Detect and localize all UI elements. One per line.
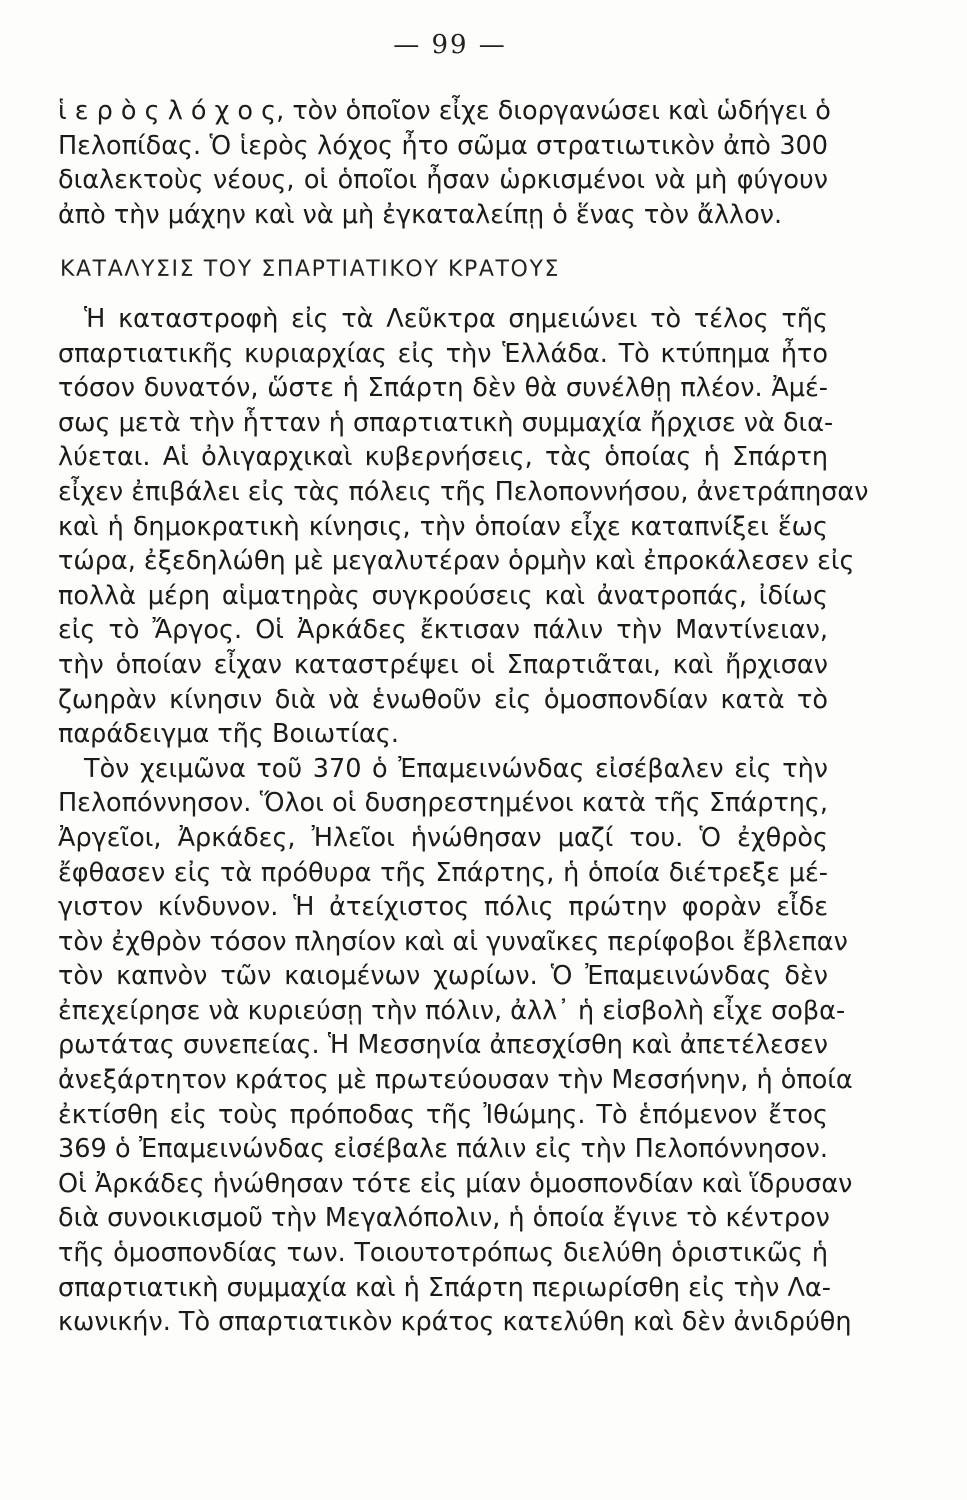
- section-heading: ΚΑΤΑΛΥΣΙΣ ΤΟΥ ΣΠΑΡΤΙΑΤΙΚΟΥ ΚΡΑΤΟΥΣ: [60, 257, 560, 282]
- main-text: [58, 302, 869, 1340]
- text-line: γιστον κίνδυνον. Ἡ ἀτείχιστος πόλις πρώτην φορὰν εἶδε: [58, 892, 828, 923]
- text-line: πολλὰ μέρη αἱματηρὰς συγκρούσεις καὶ ἀνατροπάς, ἰδίως: [58, 580, 828, 611]
- text-line: τώρα, ἐξεδηλώθη μὲ μεγαλυτέραν ὁρμὴν καὶ ἐπροκάλεσεν εἰς: [58, 546, 855, 577]
- intro-paragraph: [58, 94, 831, 232]
- text-line: τὸν καπνὸν τῶν καιομένων χωρίων. Ὁ Ἐπαμεινώνδας δὲν: [58, 961, 828, 992]
- paragraph-2: [58, 752, 853, 1340]
- text-line: τὸν ἐχθρὸν τόσον πλησίον καὶ αἱ γυναῖκες περίφοβοι ἔβλεπαν: [58, 926, 848, 957]
- text-line: κωνικήν. Τὸ σπαρτιατικὸν κράτος κατελύθη καὶ δὲν ἀνιδρύθη: [58, 1307, 852, 1338]
- text-line: σπαρτιατικὴ συμμαχία καὶ ἡ Σπάρτη περιωρίσθη εἰς τὴν Λα-: [58, 1272, 831, 1303]
- text-line: Ἀργεῖοι, Ἀρκάδες, Ἠλεῖοι ἡνώθησαν μαζί του. Ὁ ἐχθρὸς: [58, 822, 828, 853]
- text-line: διὰ συνοικισμοῦ τὴν Μεγαλόπολιν, ἡ ὁποία ἔγινε τὸ κέντρον: [58, 1203, 830, 1234]
- text-line: σπαρτιατικῆς κυριαρχίας εἰς τὴν Ἑλλάδα. Τὸ κτύπημα ἦτο: [58, 338, 828, 369]
- text-line: παράδειγμα τῆς Βοιωτίας.: [58, 719, 399, 750]
- text-line: ρωτάτας συνεπείας. Ἡ Μεσσηνία ἀπεσχίσθη καὶ ἀπετέλεσεν: [58, 1030, 828, 1061]
- text-line: λύεται. Αἱ ὀλιγαρχικαὶ κυβερνήσεις, τὰς ὁποίας ἡ Σπάρτη: [58, 442, 828, 473]
- text-line: ἀπὸ τὴν μάχην καὶ νὰ μὴ ἐγκαταλείπῃ ὁ ἕνας τὸν ἄλλον.: [58, 199, 783, 230]
- text-line: ἀνεξάρτητον κράτος μὲ πρωτεύουσαν τὴν Μεσσήνην, ἡ ὁποία: [58, 1065, 853, 1096]
- text-line: ἔφθασεν εἰς τὰ πρόθυρα τῆς Σπάρτης, ἡ ὁποία διέτρεξε μέ-: [58, 857, 828, 888]
- page-number: — 99 —: [393, 30, 507, 60]
- paragraph-1: [58, 302, 869, 752]
- text-line: εἶχεν ἐπιβάλει εἰς τὰς πόλεις τῆς Πελοποννήσου, ἀνετράπησαν: [58, 476, 869, 507]
- text-line: τόσον δυνατόν, ὥστε ἡ Σπάρτη δὲν θὰ συνέλθῃ πλέον. Ἀμέ-: [58, 373, 828, 404]
- text-line: ἱ ε ρ ὸ ς λ ό χ ο ς, τὸν ὁποῖον εἶχε διοργανώσει καὶ ὡδήγει ὁ: [58, 96, 831, 126]
- text-line: διαλεκτοὺς νέους, οἱ ὁποῖοι ἦσαν ὡρκισμένοι νὰ μὴ φύγουν: [58, 165, 828, 196]
- text-line: Πελοπόννησον. Ὅλοι οἱ δυσηρεστημένοι κατὰ τῆς Σπάρτης,: [58, 788, 828, 819]
- text-line: 369 ὁ Ἐπαμεινώνδας εἰσέβαλε πάλιν εἰς τὴν Πελοπόννησον.: [58, 1134, 828, 1165]
- text-line: καὶ ἡ δημοκρατικὴ κίνησις, τὴν ὁποίαν εἶχε καταπνίξει ἕως: [58, 511, 828, 542]
- text-line: Ἡ καταστροφὴ εἰς τὰ Λεῦκτρα σημειώνει τὸ τέλος τῆς: [84, 304, 828, 334]
- text-line: Τὸν χειμῶνα τοῦ 370 ὁ Ἐπαμεινώνδας εἰσέβαλεν εἰς τὴν: [84, 753, 828, 784]
- text-line: ζωηρὰν κίνησιν διὰ νὰ ἑνωθοῦν εἰς ὁμοσπονδίαν κατὰ τὸ: [58, 684, 828, 715]
- text-line: σως μετὰ τὴν ἧτταν ἡ σπαρτιατικὴ συμμαχία ἤρχισε νὰ δια-: [58, 407, 834, 438]
- text-line: Οἱ Ἀρκάδες ἡνώθησαν τότε εἰς μίαν ὁμοσπονδίαν καὶ ἵδρυσαν: [58, 1168, 853, 1199]
- text-line: τὴν ὁποίαν εἶχαν καταστρέψει οἱ Σπαρτιᾶται, καὶ ἤρχισαν: [58, 649, 828, 680]
- text-line: ἐκτίσθη εἰς τοὺς πρόποδας τῆς Ἰθώμης. Τὸ ἑπόμενον ἔτος: [58, 1099, 828, 1130]
- text-line: ἐπεχείρησε νὰ κυριεύσῃ τὴν πόλιν, ἀλλ᾽ ἡ εἰσβολὴ εἶχε σοβα-: [58, 995, 846, 1026]
- text-line: τῆς ὁμοσπονδίας των. Τοιουτοτρόπως διελύθη ὁριστικῶς ἡ: [58, 1238, 828, 1269]
- text-line: εἰς τὸ Ἄργος. Οἱ Ἀρκάδες ἔκτισαν πάλιν τὴν Μαντίνειαν,: [58, 615, 828, 646]
- text-line: Πελοπίδας. Ὁ ἱερὸς λόχος ἦτο σῶμα στρατιωτικὸν ἀπὸ 300: [58, 130, 828, 161]
